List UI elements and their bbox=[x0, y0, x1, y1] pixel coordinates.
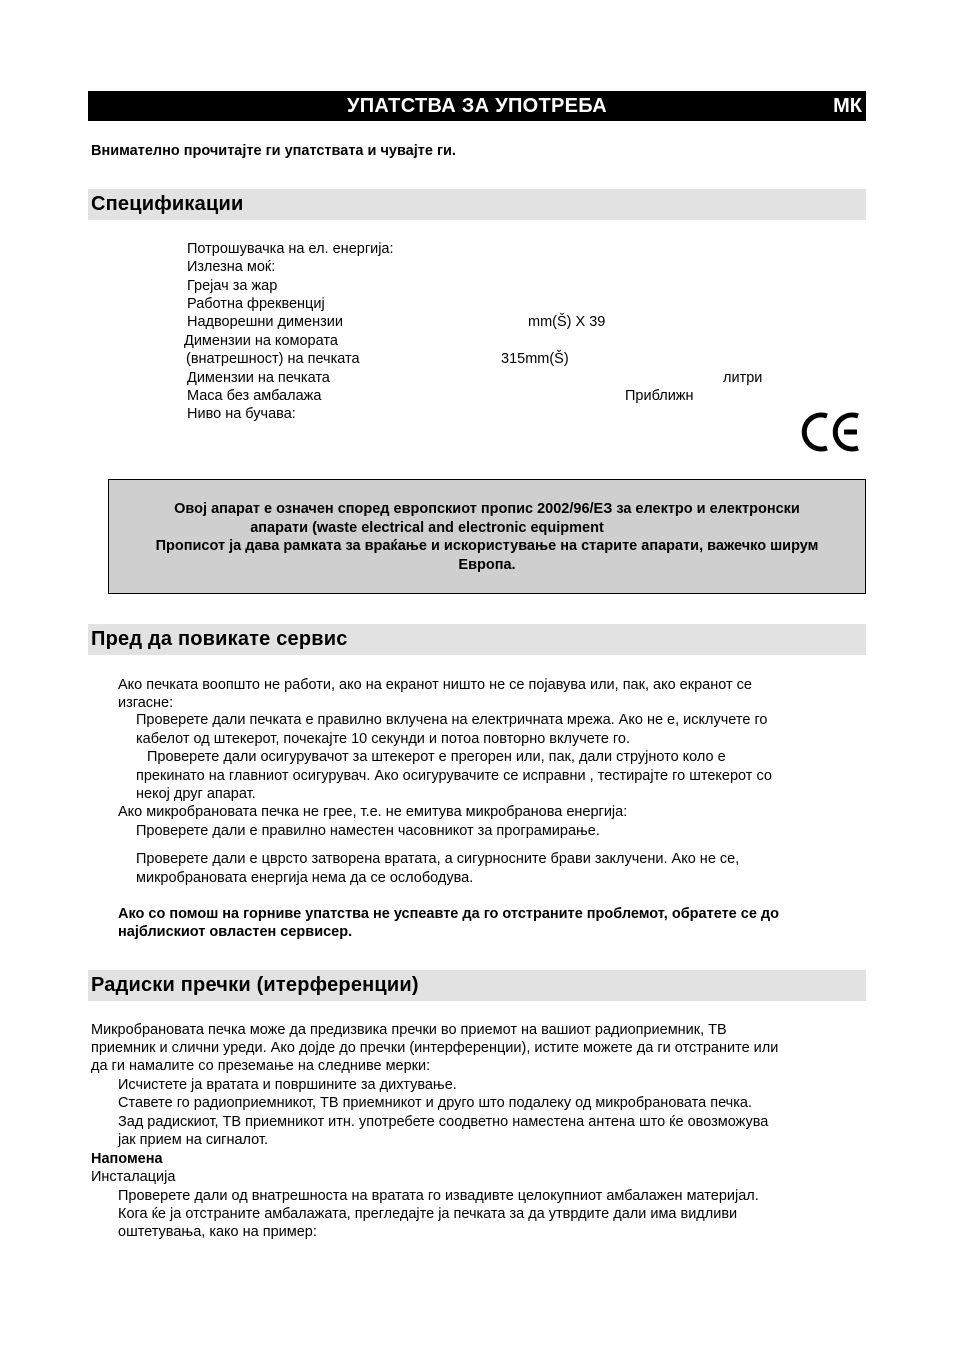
service-line: прекинато на главниот осигурувач. Ако осигурувачите се исправни , тестирајте го штекерот со bbox=[136, 768, 772, 784]
section-title-radio: Радиски пречки (итерференции) bbox=[91, 974, 419, 996]
service-line: Проверете дали осигурувачот за штекерот е прегорен или, пак, дали струјното коло е bbox=[147, 749, 726, 765]
section-service bbox=[88, 624, 866, 655]
weee-notice-line: Европа. bbox=[458, 557, 516, 573]
radio-line: Исчистете ја вратата и површините за дихтување. bbox=[118, 1077, 457, 1093]
spec-value-volume-unit: литри bbox=[723, 370, 763, 386]
spec-value-chamber-dims: 315mm(Š) bbox=[501, 351, 569, 367]
section-specs bbox=[88, 189, 866, 220]
spec-row: Димензии на печката bbox=[187, 370, 330, 386]
weee-notice-box bbox=[108, 479, 866, 594]
ce-mark-icon bbox=[800, 410, 862, 454]
service-line: изгасне: bbox=[118, 695, 174, 711]
service-line: Проверете дали е правилно наместен часовникот за програмирање. bbox=[136, 823, 600, 839]
note-label: Напомена bbox=[91, 1151, 163, 1167]
install-line: Кога ќе ја отстраните амбалажата, прегледајте ја печката за да утврдите дали има видливи bbox=[118, 1206, 738, 1222]
language-code: МК bbox=[833, 95, 862, 117]
service-line: некој друг апарат. bbox=[136, 786, 256, 802]
install-line: оштетувања, како на пример: bbox=[118, 1224, 317, 1240]
section-radio bbox=[88, 970, 866, 1001]
spec-row: Работна фреквенциј bbox=[187, 296, 325, 312]
service-bold-line: најблискиот овластен сервисер. bbox=[118, 924, 353, 940]
install-label: Инсталација bbox=[91, 1169, 176, 1185]
document-title: УПАТСТВА ЗА УПОТРЕБА bbox=[347, 95, 607, 117]
radio-line: Ставете го радиоприемникот, ТВ приемникот и друго што подалеку од микробрановата печка. bbox=[118, 1095, 752, 1111]
radio-line: Зад радискиот, ТВ приемникот итн. употребете соодветно наместена антена што ќе овозможува bbox=[118, 1114, 769, 1130]
service-line: микробрановата енергија нема да се ослободува. bbox=[136, 870, 474, 886]
service-line: Проверете дали печката е правилно вклучена на електричната мрежа. Ако не е, исклучете го bbox=[136, 712, 768, 728]
weee-notice-line: Овој апарат е означен според европскиот пропис 2002/96/ЕЗ за електро и електронски bbox=[174, 501, 800, 517]
install-line: Проверете дали од внатрешноста на вратата го извадивте целокупниот амбалажен материјал. bbox=[118, 1188, 759, 1204]
service-bold-line: Ако со помош на горниве упатства не успеавте да го отстраните проблемот, обратете се до bbox=[118, 906, 779, 922]
service-line: кабелот од штекерот, почекајте 10 секунди и потоа повторно вклучете го. bbox=[136, 731, 630, 747]
spec-row: Ниво на бучава: bbox=[187, 406, 296, 422]
service-line: Проверете дали е цврсто затворена вратата, а сигурносните брави заклучени. Ако не се, bbox=[136, 851, 740, 867]
section-title-service: Пред да повикате сервис bbox=[91, 628, 348, 650]
weee-notice-line: апарати (waste electrical and electronic equipment bbox=[250, 520, 604, 536]
section-title-specs: Спецификации bbox=[91, 193, 244, 215]
weee-notice-line: Прописот ја дава рамката за враќање и искористување на старите апарати, важечко ширум bbox=[155, 538, 819, 554]
spec-row: Излезна моќ: bbox=[187, 259, 276, 275]
spec-row: Грејач за жар bbox=[187, 278, 278, 294]
radio-line: Микробрановата печка може да предизвика пречки во приемот на вашиот радиоприемник, ТВ bbox=[91, 1022, 727, 1038]
spec-row: Димензии на комората bbox=[184, 333, 338, 349]
spec-value-mass: Приближн bbox=[625, 388, 694, 404]
spec-value-outer-dims: mm(Š) X 39 bbox=[528, 314, 606, 330]
spec-row: Потрошувачка на ел. енергија: bbox=[187, 241, 394, 257]
service-line: Ако микробрановата печка не грее, т.е. не емитува микробранова енергија: bbox=[118, 804, 628, 820]
spec-row: Маса без амбалажа bbox=[187, 388, 322, 404]
service-line: Ако печката воопшто не работи, ако на екранот ништо не се појавува или, пак, ако екранот се bbox=[118, 677, 752, 693]
spec-row: Надворешни димензии bbox=[187, 314, 343, 330]
document-title-bar bbox=[88, 91, 866, 121]
radio-line: јак прием на сигналот. bbox=[118, 1132, 268, 1148]
intro-text: Внимателно прочитајте ги упатствата и чувајте ги. bbox=[91, 143, 456, 159]
radio-line: да ги намалите со преземање на следниве мерки: bbox=[91, 1058, 431, 1074]
radio-line: приемник и слични уреди. Ако дојде до пречки (интерференции), истите можете да ги отстраните или bbox=[91, 1040, 779, 1056]
spec-row: (внатрешност) на печката bbox=[186, 351, 360, 367]
